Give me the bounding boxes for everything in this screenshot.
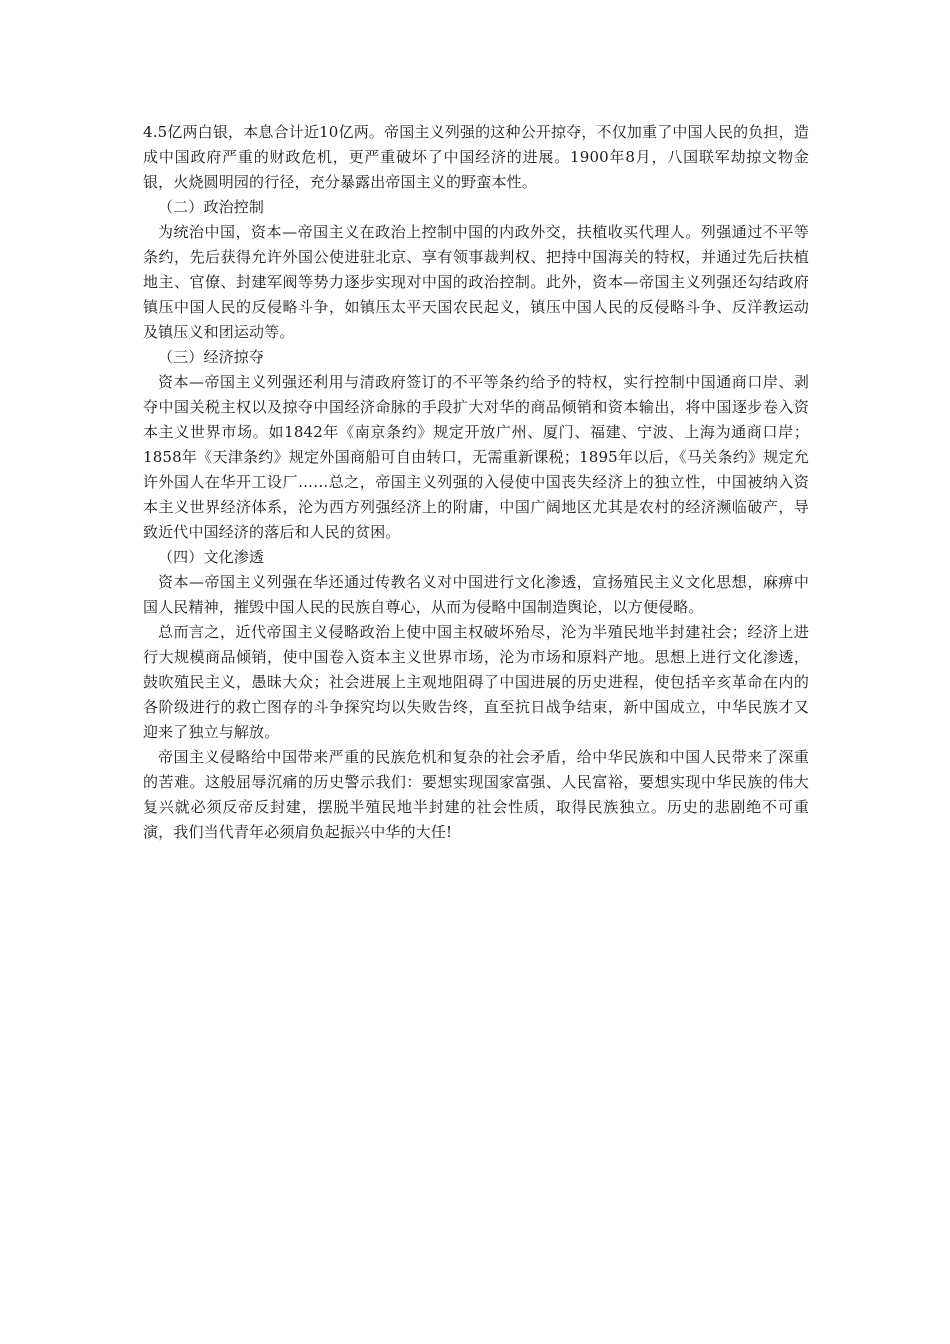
paragraph-financial-plunder: 4.5亿两白银，本息合计近10亿两。帝国主义列强的这种公开掠夺，不仅加重了中国人民的负担，造成中国政府严重的财政危机，更严重破坏了中国经济的进展。1900年8月，八国联军劫掠文物金银，火烧圆明园的行径，充分暴露出帝国主义的野蛮本性。: [143, 123, 809, 191]
paragraph-political-control: 为统治中国，资本—帝国主义在政治上控制中国的内政外交，扶植收买代理人。列强通过不平等条约，先后获得允许外国公使进驻北京、享有领事裁判权、把持中国海关的特权，并通过先后扶植地主、官僚、封建军阀等势力逐步实现对中国的政治控制。此外，资本—帝国主义列强还勾结政府镇压中国人民的反侵略斗争，如镇压太平天国农民起义，镇压中国人民的反侵略斗争、反洋教运动及镇压义和团运动等。: [143, 223, 809, 341]
document-body: [143, 120, 809, 845]
section-heading-economic-plunder: （三）经济掠夺: [158, 348, 265, 366]
paragraph-cultural-infiltration: 资本—帝国主义列强在华还通过传教名义对中国进行文化渗透，宣扬殖民主义文化思想，麻痹中国人民精神，摧毁中国人民的民族自尊心，从而为侵略中国制造舆论，以方便侵略。: [143, 573, 809, 616]
paragraph-summary: 总而言之，近代帝国主义侵略政治上使中国主权破坏殆尽，沦为半殖民地半封建社会；经济上进行大规模商品倾销，使中国卷入资本主义世界市场，沦为市场和原料产地。思想上进行文化渗透，鼓吹殖民主义，愚昧大众；社会进展上主观地阻碍了中国进展的历史进程，使包括辛亥革命在内的各阶级进行的救亡图存的斗争探究均以失败告终，直至抗日战争结束，新中国成立，中华民族才又迎来了独立与解放。: [143, 623, 809, 741]
section-heading-cultural-infiltration: （四）文化渗透: [158, 548, 265, 566]
paragraph-conclusion: 帝国主义侵略给中国带来严重的民族危机和复杂的社会矛盾，给中华民族和中国人民带来了深重的苦难。这般屈辱沉痛的历史警示我们：要想实现国家富强、人民富裕，要想实现中华民族的伟大复兴就必须反帝反封建，摆脱半殖民地半封建的社会性质，取得民族独立。历史的悲剧绝不可重演，我们当代青年必须肩负起振兴中华的大任!: [143, 748, 809, 841]
section-heading-political-control: （二）政治控制: [158, 198, 265, 216]
paragraph-economic-plunder: 资本—帝国主义列强还利用与清政府签订的不平等条约给予的特权，实行控制中国通商口岸、剥夺中国关税主权以及掠夺中国经济命脉的手段扩大对华的商品倾销和资本输出，将中国逐步卷入资本主义世界市场。如1842年《南京条约》规定开放广州、厦门、福建、宁波、上海为通商口岸；1858年《天津条约》规定外国商船可自由转口，无需重新课税；1895年以后，《马关条约》规定允许外国人在华开工设厂……总之，帝国主义列强的入侵使中国丧失经济上的独立性，中国被纳入资本主义世界经济体系，沦为西方列强经济上的附庸，中国广阔地区尤其是农村的经济濒临破产，导致近代中国经济的落后和人民的贫困。: [143, 373, 809, 541]
